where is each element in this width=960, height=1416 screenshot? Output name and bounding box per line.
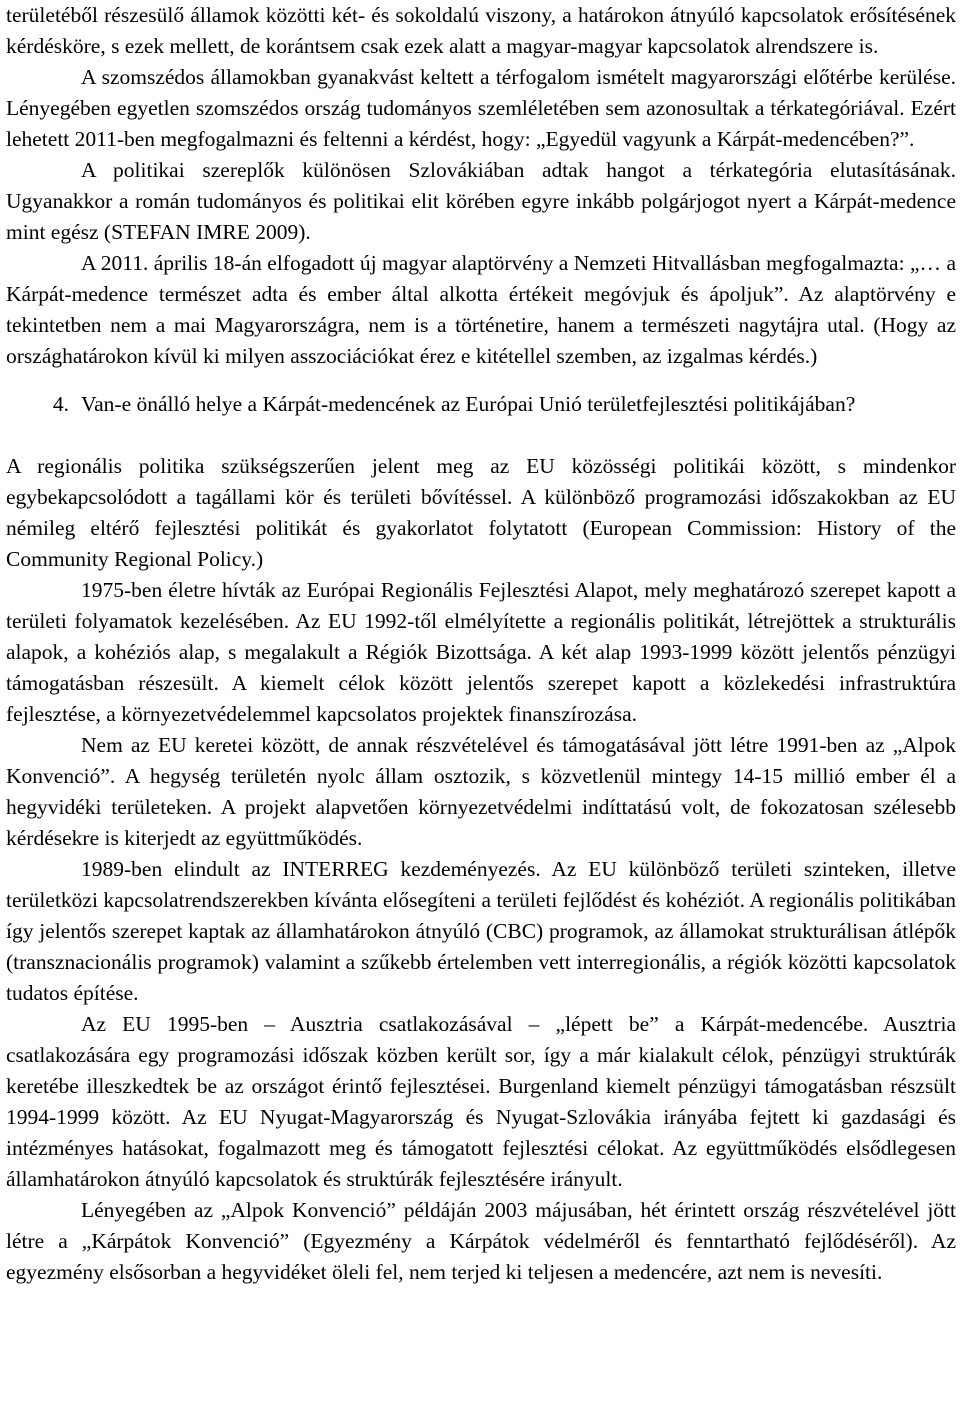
paragraph: Nem az EU keretei között, de annak részvételével és támogatásával jött létre 1991-ben az „Alpok Konvenció”. A hegység területén nyolc állam osztozik, s közvetlenül mintegy 14-15 millió ember él a hegyvidéki területeken. A projekt alapvetően környezetvédelmi indíttatású volt, de fokozatosan szélesebb kérdésekre is kiterjedt az együttműködés. xyxy=(6,733,956,850)
paragraph: A politikai szereplők különösen Szlovákiában adtak hangot a térkategória elutasításának. Ugyanakkor a román tudományos és politikai elit körében egyre inkább polgárjogot nyert a Kárpát-medence mint egész (STEFAN IMRE 2009). xyxy=(6,158,956,244)
paragraph: 1975-ben életre hívták az Európai Regionális Fejlesztési Alapot, mely meghatározó szerepet kapott a területi folyamatok kezelésében. Az EU 1992-től elmélyítette a regionális politikát, létrejöttek a strukturális alapok, a kohéziós alap, s megalakult a Régiók Bizottsága. A két alap 1993-1999 között jelentős pénzügyi támogatásban részesült. A kiemelt célok között jelentős szerepet kapott a közlekedési infrastruktúra fejlesztése, a környezetvédelemmel kapcsolatos projektek finanszírozása. xyxy=(6,578,956,726)
section-heading xyxy=(6,389,956,420)
paragraph: Az EU 1995-ben – Ausztria csatlakozásával – „lépett be” a Kárpát-medencébe. Ausztria csatlakozására egy programozási időszak közben került sor, így a már kialakult célok, pénzügyi struktúrák keretébe illeszkedtek be az országot érintő fejlesztései. Burgenland kiemelt pénzügyi támogatásban részsült 1994-1999 között. Az EU Nyugat-Magyarország és Nyugat-Szlovákia irányába fejtett ki gazdasági és intézményes hatásokat, fogalmazott meg és támogatott fejlesztési célokat. Az együttműködés elsődlegesen államhatárokon átnyúló kapcsolatok és struktúrák fejlesztésére irányult. xyxy=(6,1012,956,1191)
section-number: 4. xyxy=(52,392,69,416)
section-title: Van-e önálló helye a Kárpát-medencének az Európai Unió területfejlesztési politikájában? xyxy=(81,392,856,416)
paragraph: A 2011. április 18-án elfogadott új magyar alaptörvény a Nemzeti Hitvallásban megfogalmazta: „… a Kárpát-medence természet adta és ember által alkotta értékeit megóvjuk és ápoljuk”. Az alaptörvény e tekintetben nem a mai Magyarországra, nem is a történetire, hanem a természeti nagytájra utal. (Hogy az országhatárokon kívül ki milyen asszociációkat érez e kitétellel szemben, az izgalmas kérdés.) xyxy=(6,251,956,368)
paragraph: A szomszédos államokban gyanakvást keltett a térfogalom ismételt magyarországi előtérbe kerülése. Lényegében egyetlen szomszédos ország tudományos szemléletében sem azonosultak a térkategóriával. Ezért lehetett 2011-ben megfogalmazni és feltenni a kérdést, hogy: „Egyedül vagyunk a Kárpát-medencében?”. xyxy=(6,65,956,151)
paragraph: 1989-ben elindult az INTERREG kezdeményezés. Az EU különböző területi szinteken, illetve területközi kapcsolatrendszerekben kívánta elősegíteni a területi fejlődést és kohéziót. A regionális politikában így jelentős szerepet kaptak az államhatárokon átnyúló (CBC) programok, az államokat strukturálisan átlépők (transznacionális programok) valamint a szűkebb értelemben vett interregionális, a régiók közötti kapcsolatok tudatos építése. xyxy=(6,857,956,1005)
paragraph: A regionális politika szükségszerűen jelent meg az EU közösségi politikái között, s mindenkor egybekapcsolódott a tagállami kör és területi bővítéssel. A különböző programozási időszakokban az EU némileg eltérő fejlesztési politikát és gyakorlatot folytatott (European Commission: History of the Community Regional Policy.) xyxy=(6,454,956,571)
paragraph-continuation: területéből részesülő államok közötti két- és sokoldalú viszony, a határokon átnyúló kapcsolatok erősítésének kérdésköre, s ezek mellett, de korántsem csak ezek alatt a magyar-magyar kapcsolatok alrendszere is. xyxy=(6,3,956,58)
paragraph: Lényegében az „Alpok Konvenció” példáján 2003 májusában, hét érintett ország részvételével jött létre a „Kárpátok Konvenció” (Egyezmény a Kárpátok védelméről és fenntartható fejlődéséről). Az egyezmény elsősorban a hegyvidéket öleli fel, nem terjed ki teljesen a medencére, azt nem is nevesíti. xyxy=(6,1198,956,1284)
